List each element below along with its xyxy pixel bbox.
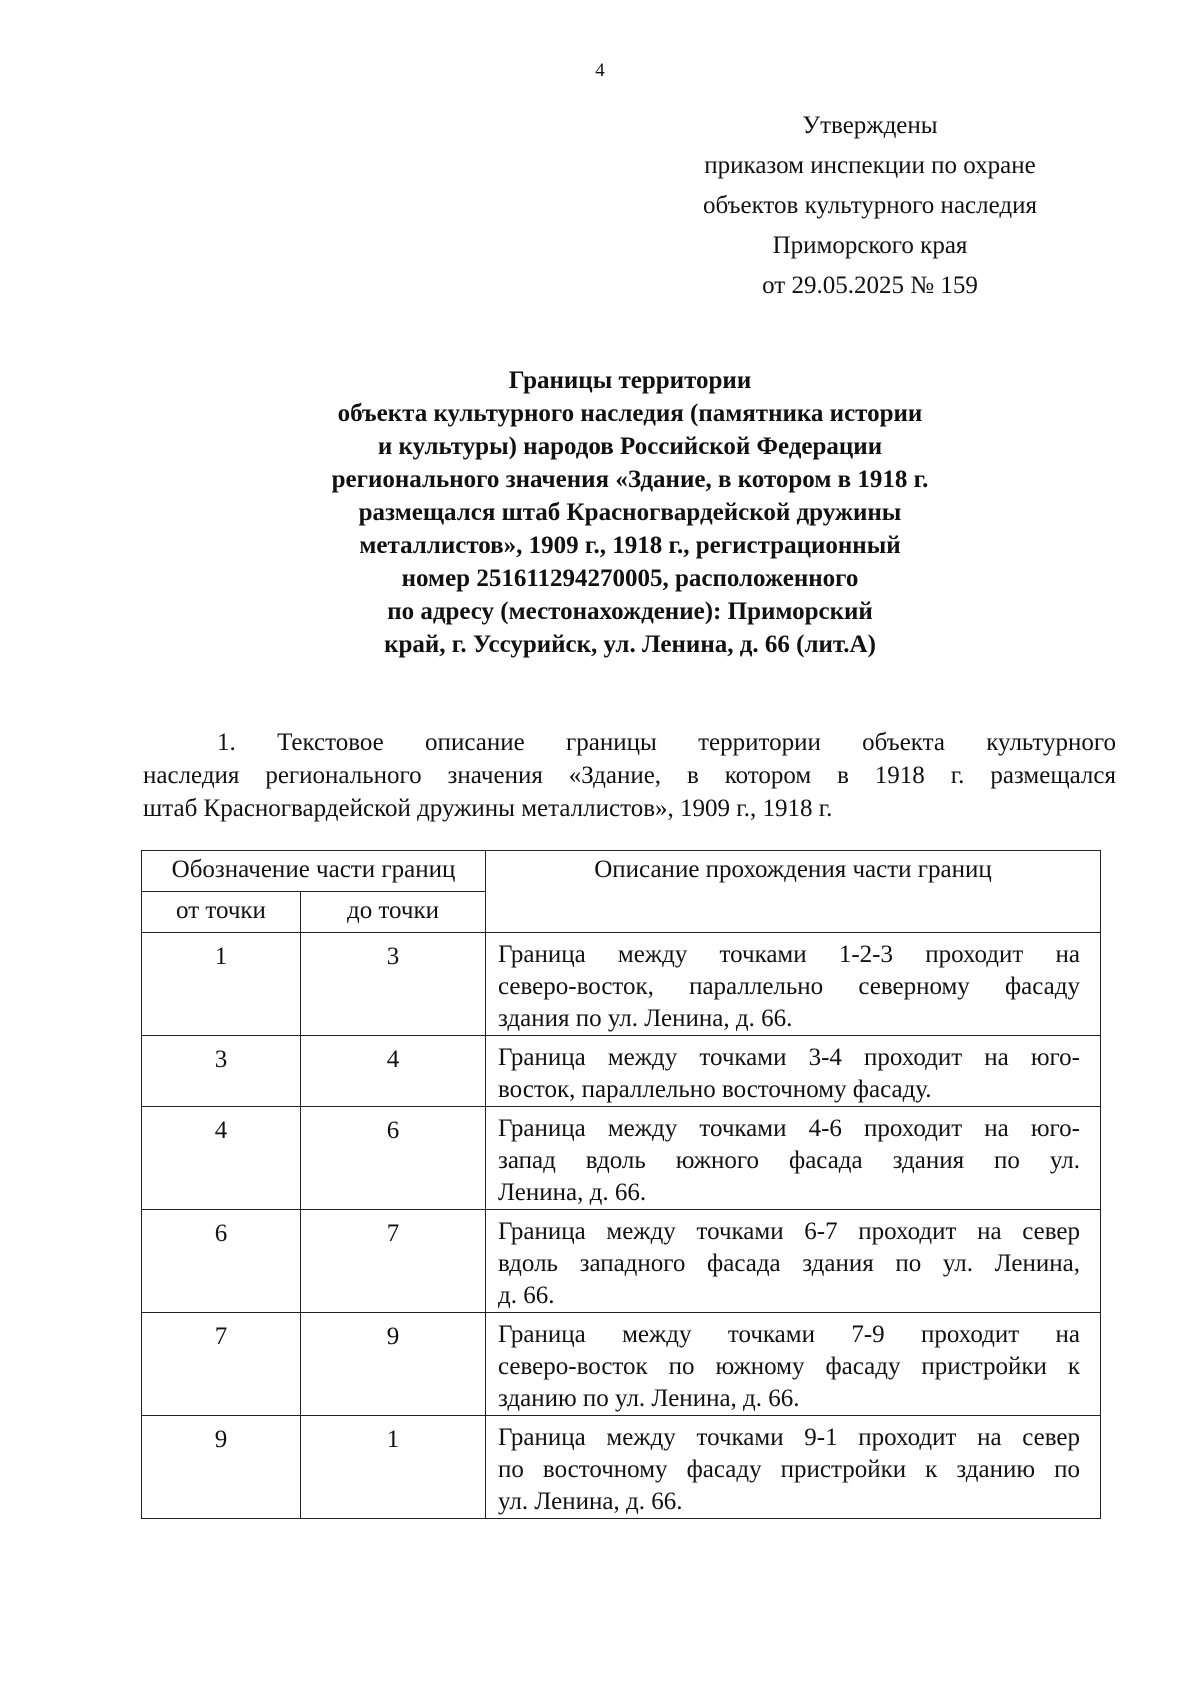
description-line: д. 66. xyxy=(498,1282,555,1309)
to-point-cell: 4 xyxy=(301,1036,486,1107)
description-line: здания по ул. Ленина, д. 66. xyxy=(498,1005,793,1032)
document-title xyxy=(230,364,1030,661)
description-cell xyxy=(486,1107,1101,1210)
paragraph-line: штаб Красногвардейской дружины металлистов», 1909 г., 1918 г. xyxy=(143,795,833,822)
description-line: ул. Ленина, д. 66. xyxy=(498,1488,683,1515)
description-line: Граница между точками 1-2-3 проходит на xyxy=(498,941,1080,968)
table-row xyxy=(142,1036,1101,1107)
description-line: Граница между точками 6-7 проходит на север xyxy=(498,1218,1080,1245)
description-line: северо-восток по южному фасаду пристройки к xyxy=(498,1353,1080,1380)
paragraph-line: наследия регионального значения «Здание, в котором в 1918 г. размещался xyxy=(143,762,1116,789)
description-cell xyxy=(486,1313,1101,1416)
table-row xyxy=(142,1313,1101,1416)
to-point-cell: 7 xyxy=(301,1210,486,1313)
page-number: 4 xyxy=(595,60,605,81)
header-from-point: от точки xyxy=(142,892,301,933)
description-line: Ленина, д. 66. xyxy=(498,1179,647,1206)
table-row xyxy=(142,1107,1101,1210)
to-point-cell: 6 xyxy=(301,1107,486,1210)
approval-block xyxy=(660,106,1080,306)
from-point-cell: 7 xyxy=(142,1313,301,1416)
description-line: Граница между точками 7-9 проходит на xyxy=(498,1321,1080,1348)
description-cell xyxy=(486,1416,1101,1519)
description-line: зданию по ул. Ленина, д. 66. xyxy=(498,1385,800,1412)
description-line: Граница между точками 4-6 проходит на юго- xyxy=(498,1115,1080,1142)
header-to-point: до точки xyxy=(301,892,486,933)
boundaries-table xyxy=(141,850,1101,1519)
description-cell xyxy=(486,933,1101,1036)
header-boundary-part: Обозначение части границ xyxy=(142,851,486,892)
description-paragraph xyxy=(143,726,1116,825)
approval-line: приказом инспекции по охране xyxy=(704,152,1036,179)
approval-line: Утверждены xyxy=(802,112,938,139)
to-point-cell: 1 xyxy=(301,1416,486,1519)
title-line: и культуры) народов Российской Федерации xyxy=(377,433,883,460)
approval-line: Приморского края xyxy=(772,232,968,259)
title-line: край, г. Уссурийск, ул. Ленина, д. 66 (лит.А) xyxy=(384,631,876,658)
table-row xyxy=(142,1416,1101,1519)
title-line: объекта культурного наследия (памятника истории xyxy=(337,400,923,427)
title-line: номер 251611294270005, расположенного xyxy=(401,565,859,592)
from-point-cell: 6 xyxy=(142,1210,301,1313)
title-line: по адресу (местонахождение): Приморский xyxy=(387,598,873,625)
title-line: регионального значения «Здание, в котором в 1918 г. xyxy=(331,466,929,493)
description-cell xyxy=(486,1210,1101,1313)
description-line: по восточному фасаду пристройки к зданию по xyxy=(498,1456,1080,1483)
description-line: Граница между точками 9-1 проходит на север xyxy=(498,1424,1080,1451)
description-line: Граница между точками 3-4 проходит на юго- xyxy=(498,1044,1080,1071)
to-point-cell: 9 xyxy=(301,1313,486,1416)
from-point-cell: 3 xyxy=(142,1036,301,1107)
table-row xyxy=(142,933,1101,1036)
description-line: восток, параллельно восточному фасаду. xyxy=(498,1076,932,1103)
description-cell xyxy=(486,1036,1101,1107)
description-line: запад вдоль южного фасада здания по ул. xyxy=(498,1147,1080,1174)
approval-line: от 29.05.2025 № 159 xyxy=(762,272,978,299)
header-description: Описание прохождения части границ xyxy=(486,851,1101,933)
from-point-cell: 9 xyxy=(142,1416,301,1519)
description-line: северо-восток, параллельно северному фасаду xyxy=(498,973,1080,1000)
description-line: вдоль западного фасада здания по ул. Ленина, xyxy=(498,1250,1080,1277)
title-line: размещался штаб Красногвардейской дружины xyxy=(358,499,902,526)
title-line: Границы территории xyxy=(508,367,752,394)
table-row xyxy=(142,1210,1101,1313)
from-point-cell: 1 xyxy=(142,933,301,1036)
approval-line: объектов культурного наследия xyxy=(703,192,1037,219)
from-point-cell: 4 xyxy=(142,1107,301,1210)
to-point-cell: 3 xyxy=(301,933,486,1036)
title-line: металлистов», 1909 г., 1918 г., регистрационный xyxy=(359,532,901,559)
paragraph-line: 1. Текстовое описание границы территории объекта культурного xyxy=(217,729,1116,756)
